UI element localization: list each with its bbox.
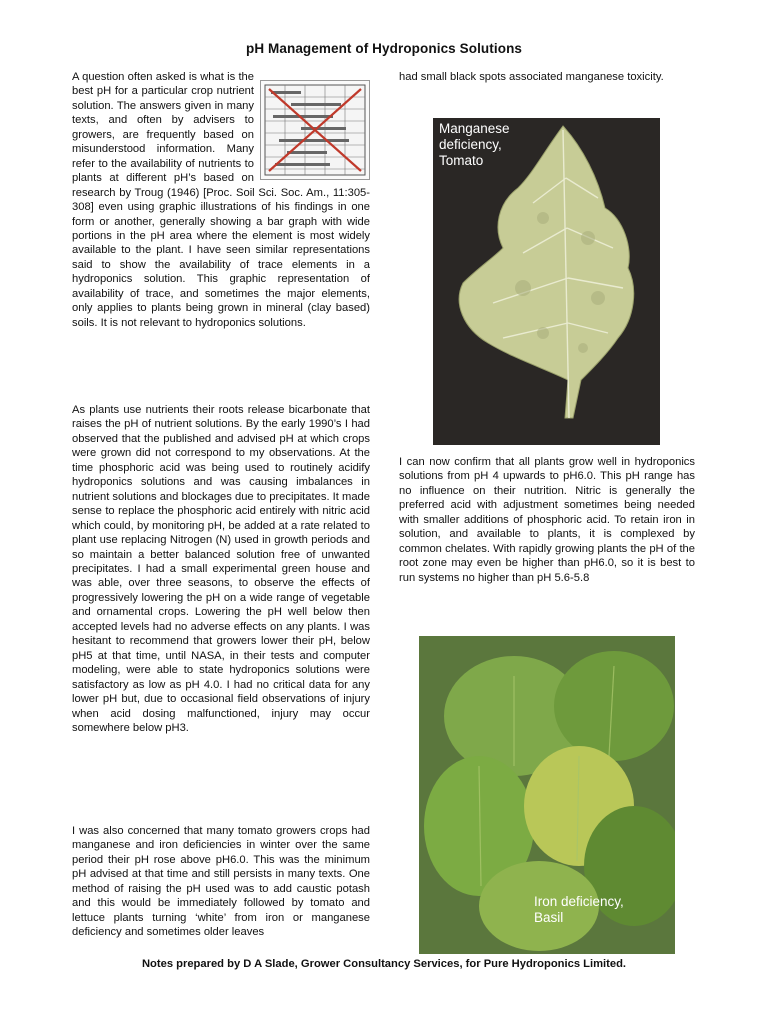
paragraph-1: [72, 70, 370, 330]
footer-note: Notes prepared by D A Slade, Grower Consultancy Services, for Pure Hydroponics Limited.: [141, 958, 627, 970]
iron-figure-caption: Iron deficiency, Basil: [534, 894, 624, 925]
manganese-deficiency-figure: [433, 118, 660, 445]
page-title: pH Management of Hydroponics Solutions: [245, 41, 523, 56]
paragraph-2: As plants use nutrients their roots release bicarbonate that raises the pH of nutrient solutions. By the early 1990’s I had observed that the published and advised pH at which crops were grown did not correspond to my observations. At the time phosphoric acid was being used to routinely acidify hydroponics solutions and was causing imbalances in nutrient solutions and blockages due to precipitates. It made sense to replace the phosphoric acid entirely with nitric acid which could, by monitoring pH, be added at a rate related to plant use replacing Nitrogen (N) used in growth periods and so maintain a better balanced solution free of unwanted precipitates. I had a small experimental green house and was able, over three seasons, to observe the effects of progressively lowering the pH on a wide range of vegetable and ornamental crops. Lowering the pH well below then accepted levels had no adverse effects on any plants. I was hesitant to recommend that growers lower their pH, below pH5 at that time, until NASA, in their tests and computer modeling, were able to state hydroponics solutions were satisfactory as low as pH 4.0. I had no critical data for any lower pH but, due to occasional field observations of injury when acid dosing malfunctioned, injury may occur somewhere below pH3.: [72, 404, 370, 734]
iron-deficiency-figure: [419, 636, 675, 954]
paragraph-4: had small black spots associated manganese toxicity.: [399, 71, 664, 83]
paragraph-3: I was also concerned that many tomato growers crops had manganese and iron deficiencies in winter over the same period their pH rose above pH6.0. This was the minimum pH advised at that time and still persists in many texts. One method of raising the pH used was to add caustic potash and this would be immediately followed by tomato and lettuce plants turning ‘white’ from iron or manganese deficiency and sometimes older leaves: [72, 825, 370, 939]
manganese-figure-caption: Manganese deficiency, Tomato: [439, 121, 510, 168]
paragraph-5: I can now confirm that all plants grow well in hydroponics solutions from pH 4 upwards to pH6.0. This pH range has no influence on their nutrition. Nitric is generally the preferred acid with adjustment sometimes being needed with smaller additions of phosphoric acid. To retain iron in solution, and available to plants, it is complexed by common chelates. With rapidly growing plants the pH of the root zone may even be higher than pH6.0, so it is best to run systems no higher than pH 5.6-5.8: [399, 456, 695, 584]
crossed-out-availability-chart-icon: [260, 80, 370, 180]
paragraph-1-text: A question often asked is what is the best pH for a particular crop nutrient solution. The answers given in many texts, and often by advisers to growers, are frequently based on misunderstood information. Many refer to the availability of nutrients to plants at different pH’s based on research by Troug (1946) [Proc. Soil Sci. Soc. Am., 11:305-308] even using graphic illustrations of his findings in one form or another, generally showing a bar graph with wide portions in the pH area where the element is most widely available to the plant. I have seen similar representations said to show the availability of trace elements in a hydroponics solution. This graphic representation of availability of trace, and sometimes the major elements, only applies to plants being grown in mineral (clay based) soils. It is not relevant to hydroponics solutions.: [72, 71, 370, 329]
